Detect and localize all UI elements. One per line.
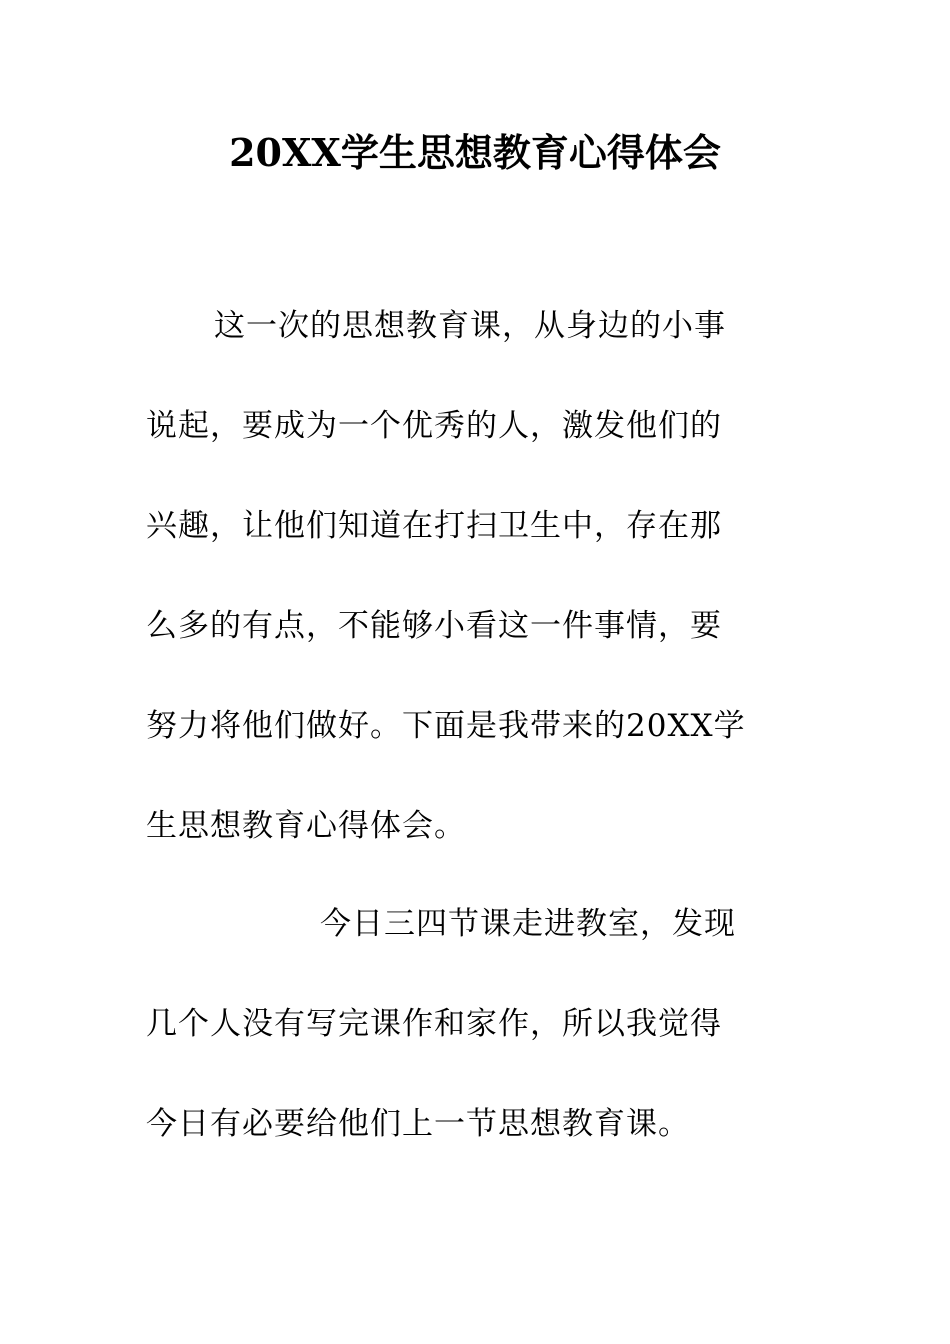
paragraph-line: 今日有必要给他们上一节思想教育课。 xyxy=(146,1106,690,1142)
paragraph-line: 今日三四节课走进教室，发现 xyxy=(320,906,736,942)
paragraph-line: 这一次的思想教育课，从身边的小事 xyxy=(214,308,726,344)
paragraph-line: 说起，要成为一个优秀的人，激发他们的 xyxy=(146,408,722,444)
paragraph-line: 努力将他们做好。下面是我带来的20XX学 xyxy=(146,708,746,744)
document-title: 20XX学生思想教育心得体会 xyxy=(229,130,721,175)
paragraph-line: 几个人没有写完课作和家作，所以我觉得 xyxy=(146,1006,722,1042)
paragraph-line: 兴趣，让他们知道在打扫卫生中，存在那 xyxy=(146,508,722,544)
paragraph-line: 生思想教育心得体会。 xyxy=(146,808,466,844)
paragraph-line: 么多的有点，不能够小看这一件事情，要 xyxy=(146,608,722,644)
